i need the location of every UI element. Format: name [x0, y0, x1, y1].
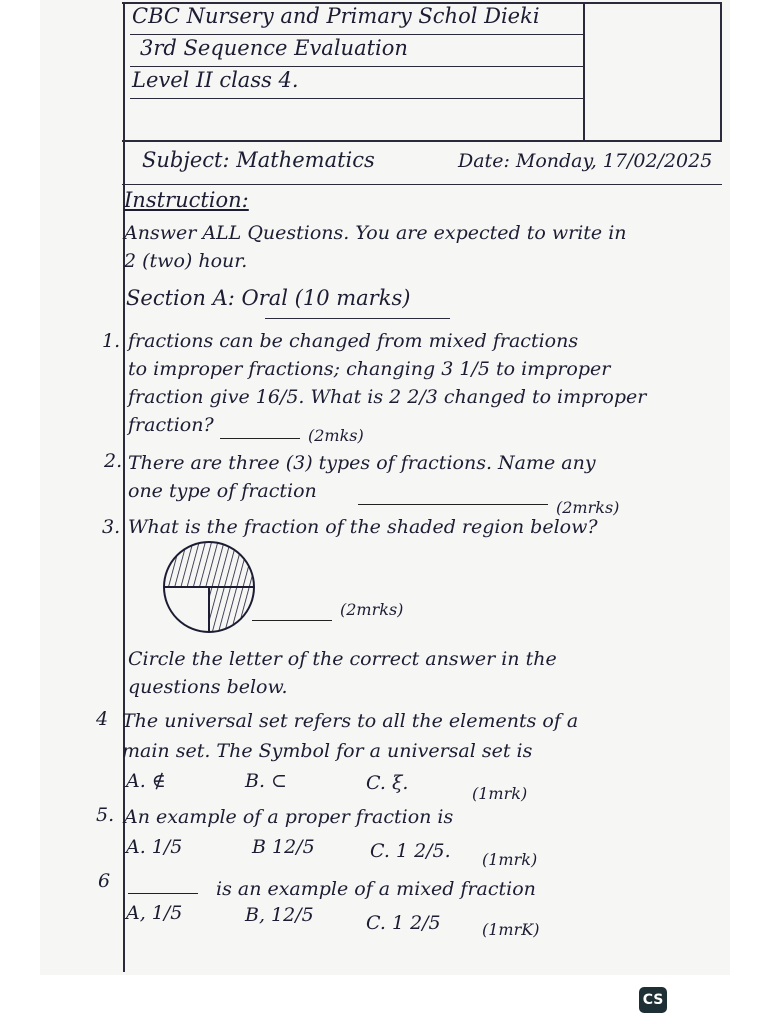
subject-label: Subject: Mathematics: [142, 148, 375, 172]
exam-paper: [40, 0, 730, 975]
q3-number: 3.: [102, 516, 121, 538]
q4-option-c: C. ξ.: [366, 772, 409, 794]
q1-number: 1.: [102, 330, 121, 352]
q6-option-a: A, 1/5: [126, 902, 183, 924]
q2-line-2: one type of fraction: [128, 480, 317, 502]
camscanner-badge: CS: [639, 987, 667, 1013]
q1-line-2: to improper fractions; changing 3 1/5 to improper: [128, 358, 611, 380]
circle-instruction-line-1: Circle the letter of the correct answer in the: [128, 648, 557, 670]
q5-option-c: C. 1 2/5.: [370, 840, 451, 862]
q5-line-1: An example of a proper fraction is: [124, 806, 454, 828]
sequence-title: 3rd Sequence Evaluation: [140, 36, 408, 60]
q6-answer-blank: [128, 893, 198, 894]
q4-option-a: A. ∉: [126, 770, 166, 792]
q1-line-4: fraction?: [128, 414, 214, 436]
q2-number: 2.: [104, 450, 123, 472]
instruction-line-2: 2 (two) hour.: [124, 250, 248, 272]
q1-line-3: fraction give 16/5. What is 2 2/3 changed to improper: [128, 386, 647, 408]
q6-number: 6: [98, 870, 111, 892]
q2-line-1: There are three (3) types of fractions. Name any: [128, 452, 596, 474]
q6-marks: (1mrK): [482, 920, 540, 939]
header-divider-rule: [583, 2, 585, 142]
q6-option-c: C. 1 2/5: [366, 912, 441, 934]
shaded-top-half: [164, 542, 254, 587]
q1-line-1: fractions can be changed from mixed fractions: [128, 330, 579, 352]
q3-answer-blank: [252, 620, 332, 621]
shaded-circle-diagram: [162, 540, 256, 634]
header-bottom-rule: [122, 140, 722, 142]
date-label: Date: Monday, 17/02/2025: [458, 150, 713, 172]
school-name: CBC Nursery and Primary Schol Dieki: [132, 4, 540, 28]
q3-line-1: What is the fraction of the shaded region below?: [128, 516, 598, 538]
subject-underline: [122, 184, 722, 185]
q6-option-b: B, 12/5: [245, 904, 314, 926]
circle-instruction-line-2: questions below.: [128, 676, 288, 698]
q4-option-b: B. ⊂: [245, 770, 287, 792]
section-a-heading: Section A: Oral (10 marks): [126, 286, 411, 310]
q2-marks: (2mrks): [556, 498, 620, 517]
instruction-line-1: Answer ALL Questions. You are expected to write in: [124, 222, 627, 244]
q4-marks: (1mrk): [472, 784, 528, 803]
header-right-rule: [720, 2, 722, 142]
q4-number: 4: [96, 708, 109, 730]
instruction-title: Instruction:: [124, 188, 249, 212]
q1-marks: (2mks): [308, 426, 364, 445]
q4-line-1: The universal set refers to all the elements of a: [122, 710, 579, 732]
q4-line-2: main set. The Symbol for a universal set is: [122, 740, 533, 762]
q5-number: 5.: [96, 804, 115, 826]
header-line-1: [130, 34, 583, 35]
header-line-2: [130, 66, 583, 67]
q6-line-1: is an example of a mixed fraction: [216, 878, 536, 900]
section-a-underline: [265, 318, 450, 319]
q5-option-b: B 12/5: [252, 836, 315, 858]
q5-option-a: A. 1/5: [126, 836, 183, 858]
level-class: Level II class 4.: [132, 68, 299, 92]
q3-marks: (2mrks): [340, 600, 404, 619]
q1-answer-blank: [220, 438, 300, 439]
header-line-3: [130, 98, 583, 99]
q2-answer-blank: [358, 504, 548, 505]
q5-marks: (1mrk): [482, 850, 538, 869]
